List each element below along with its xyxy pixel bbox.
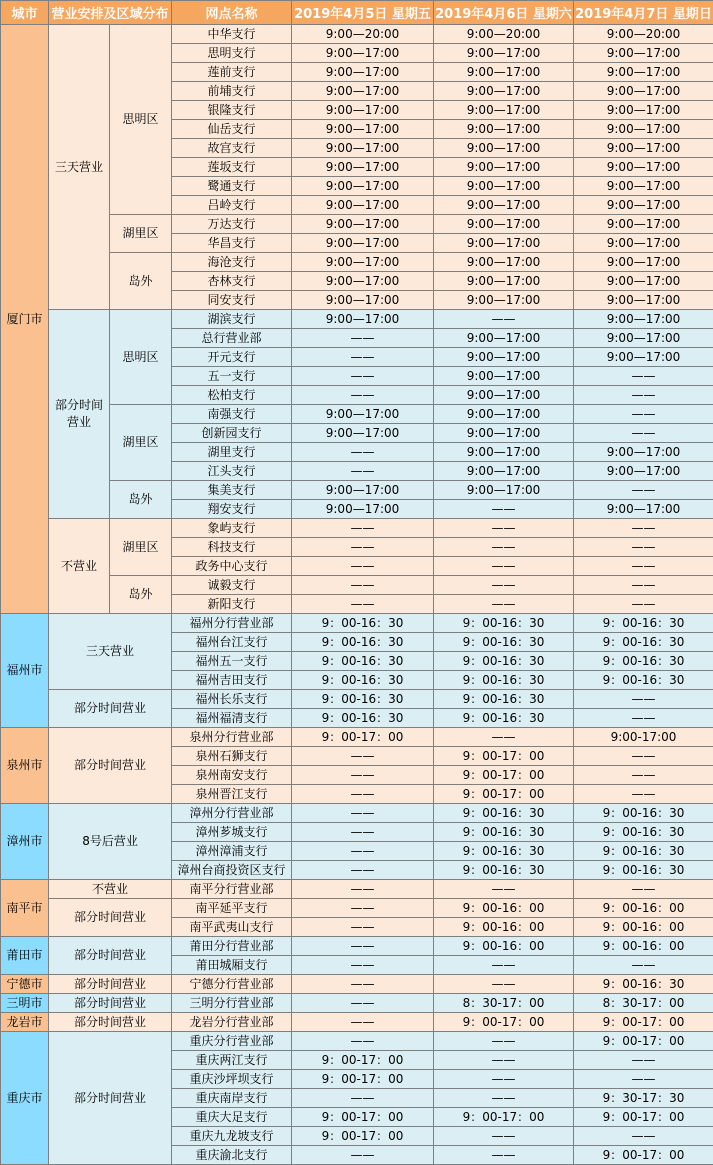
hours-cell-day2: 9:00—17:00: [434, 177, 574, 196]
hours-cell-day3: 9:00—17:00: [574, 348, 713, 367]
hours-cell-day2: 9：00-16：30: [434, 614, 574, 633]
hours-cell-day1: 9：00-16：30: [292, 652, 434, 671]
district-cell: 湖里区: [110, 519, 172, 576]
hours-cell-day1: 9：00-17：00: [292, 1127, 434, 1146]
hours-cell-day1: 9:00—20:00: [292, 25, 434, 44]
hours-cell-day2: ——: [434, 1051, 574, 1070]
branch-name-cell: 松柏支行: [172, 386, 292, 405]
branch-name-cell: 仙岳支行: [172, 120, 292, 139]
hours-cell-day2: 9：00-16：30: [434, 842, 574, 861]
category-cell: 三天营业: [49, 614, 172, 690]
hours-cell-day1: 9：00-17：00: [292, 728, 434, 747]
hours-cell-day1: 9:00—17:00: [292, 196, 434, 215]
hours-cell-day3: 9:00—17:00: [574, 500, 713, 519]
hours-cell-day3: ——: [574, 956, 713, 975]
hours-cell-day2: 9：00-16：30: [434, 861, 574, 880]
header-city: 城市: [1, 1, 49, 25]
hours-cell-day2: 9:00—17:00: [434, 234, 574, 253]
branch-name-cell: 三明分行营业部: [172, 994, 292, 1013]
branch-name-cell: 五一支行: [172, 367, 292, 386]
hours-cell-day1: ——: [292, 899, 434, 918]
branch-name-cell: 莲前支行: [172, 63, 292, 82]
table-row: [1, 728, 713, 747]
hours-cell-day1: ——: [292, 367, 434, 386]
hours-cell-day1: 9:00—17:00: [292, 424, 434, 443]
branch-name-cell: 泉州石狮支行: [172, 747, 292, 766]
category-cell: 部分时间营业: [49, 994, 172, 1013]
branch-name-cell: 福州长乐支行: [172, 690, 292, 709]
hours-cell-day3: 9:00—17:00: [574, 310, 713, 329]
hours-cell-day2: 9：00-16：30: [434, 690, 574, 709]
hours-cell-day3: ——: [574, 367, 713, 386]
branch-name-cell: 重庆分行营业部: [172, 1032, 292, 1051]
hours-cell-day3: ——: [574, 1051, 713, 1070]
hours-cell-day2: 9：00-16：30: [434, 633, 574, 652]
hours-cell-day3: ——: [574, 576, 713, 595]
hours-cell-day3: 9：00-17：00: [574, 1108, 713, 1127]
hours-cell-day2: 9:00—17:00: [434, 139, 574, 158]
hours-cell-day2: 9:00—17:00: [434, 443, 574, 462]
hours-cell-day1: 9:00—17:00: [292, 44, 434, 63]
hours-cell-day1: 9：00-16：30: [292, 671, 434, 690]
hours-cell-day3: 9:00—17:00: [574, 177, 713, 196]
hours-cell-day1: 9:00—17:00: [292, 481, 434, 500]
hours-cell-day2: ——: [434, 1070, 574, 1089]
district-cell: 湖里区: [110, 215, 172, 253]
hours-cell-day3: 9:00—17:00: [574, 329, 713, 348]
branch-name-cell: 泉州分行营业部: [172, 728, 292, 747]
city-cell: 福州市: [1, 614, 49, 728]
hours-cell-day3: 9:00—17:00: [574, 272, 713, 291]
hours-cell-day2: 9：00-17：00: [434, 766, 574, 785]
hours-cell-day3: 9:00-17:00: [574, 728, 713, 747]
hours-cell-day2: 9:00—17:00: [434, 367, 574, 386]
branch-name-cell: 福州五一支行: [172, 652, 292, 671]
city-cell: 龙岩市: [1, 1013, 49, 1032]
hours-cell-day2: 9:00—17:00: [434, 215, 574, 234]
hours-cell-day2: 9:00—17:00: [434, 348, 574, 367]
district-cell: 思明区: [110, 310, 172, 405]
category-cell: 部分时间营业: [49, 1013, 172, 1032]
hours-cell-day1: 9:00—17:00: [292, 291, 434, 310]
hours-cell-day3: 9：00-16：30: [574, 861, 713, 880]
header-arrangement: 营业安排及区域分布: [49, 1, 172, 25]
hours-cell-day1: 9:00—17:00: [292, 101, 434, 120]
hours-cell-day2: 9：00-16：30: [434, 804, 574, 823]
hours-cell-day1: 9:00—17:00: [292, 158, 434, 177]
category-cell: 部分时间营业: [49, 899, 172, 937]
branch-name-cell: 南平武夷山支行: [172, 918, 292, 937]
hours-cell-day3: ——: [574, 405, 713, 424]
hours-cell-day1: ——: [292, 538, 434, 557]
branch-name-cell: 同安支行: [172, 291, 292, 310]
branch-name-cell: 福州台江支行: [172, 633, 292, 652]
hours-cell-day3: 9：00-16：30: [574, 614, 713, 633]
hours-cell-day2: 9:00—17:00: [434, 158, 574, 177]
hours-cell-day3: 9:00—17:00: [574, 253, 713, 272]
hours-cell-day1: 9：00-16：30: [292, 633, 434, 652]
table-row: [1, 25, 713, 44]
hours-cell-day2: 9:00—17:00: [434, 462, 574, 481]
hours-cell-day3: 9:00—17:00: [574, 462, 713, 481]
hours-cell-day2: 9:00—17:00: [434, 82, 574, 101]
hours-cell-day2: 9:00—17:00: [434, 405, 574, 424]
hours-cell-day3: 9：00-17：00: [574, 1013, 713, 1032]
hours-cell-day1: ——: [292, 918, 434, 937]
hours-cell-day3: 9：00-16：30: [574, 671, 713, 690]
hours-cell-day1: ——: [292, 329, 434, 348]
hours-cell-day1: ——: [292, 937, 434, 956]
branch-name-cell: 前埔支行: [172, 82, 292, 101]
hours-cell-day1: 9:00—17:00: [292, 177, 434, 196]
city-cell: 莆田市: [1, 937, 49, 975]
table-row: [1, 975, 713, 994]
hours-cell-day2: 9：00-17：00: [434, 1108, 574, 1127]
hours-cell-day2: ——: [434, 519, 574, 538]
branch-name-cell: 新阳支行: [172, 595, 292, 614]
hours-cell-day1: ——: [292, 1146, 434, 1165]
branch-name-cell: 南平延平支行: [172, 899, 292, 918]
hours-cell-day1: ——: [292, 348, 434, 367]
hours-cell-day1: 9：00-16：30: [292, 690, 434, 709]
table-row: [1, 994, 713, 1013]
hours-cell-day1: 9:00—17:00: [292, 82, 434, 101]
hours-cell-day3: 9:00—17:00: [574, 196, 713, 215]
category-cell: 不营业: [49, 880, 172, 899]
hours-cell-day1: ——: [292, 557, 434, 576]
hours-cell-day2: 9:00—20:00: [434, 25, 574, 44]
table-body: [1, 25, 713, 1165]
branch-name-cell: 银隆支行: [172, 101, 292, 120]
hours-cell-day2: ——: [434, 956, 574, 975]
table-row: [1, 937, 713, 956]
hours-cell-day2: 9:00—17:00: [434, 120, 574, 139]
hours-cell-day1: 9:00—17:00: [292, 215, 434, 234]
branch-name-cell: 重庆两江支行: [172, 1051, 292, 1070]
district-cell: 湖里区: [110, 405, 172, 481]
hours-cell-day3: 9:00—17:00: [574, 215, 713, 234]
category-cell: 部分时间营业: [49, 1032, 172, 1165]
category-cell: 8号后营业: [49, 804, 172, 880]
hours-cell-day2: ——: [434, 595, 574, 614]
branch-name-cell: 鹭通支行: [172, 177, 292, 196]
hours-cell-day2: ——: [434, 538, 574, 557]
hours-cell-day2: 9：00-16：30: [434, 823, 574, 842]
hours-cell-day2: ——: [434, 1146, 574, 1165]
hours-cell-day3: 9:00—17:00: [574, 120, 713, 139]
branch-name-cell: 开元支行: [172, 348, 292, 367]
branch-name-cell: 湖里支行: [172, 443, 292, 462]
city-cell: 漳州市: [1, 804, 49, 880]
hours-cell-day3: 9:00—17:00: [574, 63, 713, 82]
district-cell: 岛外: [110, 576, 172, 614]
branch-name-cell: 重庆南岸支行: [172, 1089, 292, 1108]
hours-cell-day1: ——: [292, 823, 434, 842]
branch-name-cell: 重庆沙坪坝支行: [172, 1070, 292, 1089]
branch-name-cell: 泉州晋江支行: [172, 785, 292, 804]
hours-cell-day2: 9：00-17：00: [434, 747, 574, 766]
table-row: [1, 519, 713, 538]
branch-name-cell: 集美支行: [172, 481, 292, 500]
branch-name-cell: 重庆九龙坡支行: [172, 1127, 292, 1146]
hours-cell-day1: 9:00—17:00: [292, 310, 434, 329]
hours-cell-day3: 9：00-16：30: [574, 823, 713, 842]
hours-cell-day1: ——: [292, 576, 434, 595]
category-cell: 部分时间营业: [49, 975, 172, 994]
hours-cell-day3: ——: [574, 766, 713, 785]
hours-cell-day2: ——: [434, 880, 574, 899]
hours-cell-day1: ——: [292, 804, 434, 823]
hours-cell-day1: ——: [292, 785, 434, 804]
category-cell: 部分时间 营业: [49, 310, 110, 519]
hours-cell-day1: ——: [292, 595, 434, 614]
hours-cell-day3: 9：30-17：30: [574, 1089, 713, 1108]
branch-name-cell: 福州吉田支行: [172, 671, 292, 690]
hours-cell-day1: 9：00-17：00: [292, 1051, 434, 1070]
hours-cell-day1: ——: [292, 861, 434, 880]
hours-cell-day3: 9：00-16：00: [574, 937, 713, 956]
hours-cell-day2: 9：00-17：00: [434, 1013, 574, 1032]
branch-name-cell: 创新园支行: [172, 424, 292, 443]
branch-name-cell: 福州分行营业部: [172, 614, 292, 633]
hours-cell-day2: 9：00-16：00: [434, 899, 574, 918]
branch-name-cell: 科技支行: [172, 538, 292, 557]
hours-cell-day1: ——: [292, 842, 434, 861]
hours-cell-day2: ——: [434, 1089, 574, 1108]
branch-name-cell: 漳州漳浦支行: [172, 842, 292, 861]
branch-name-cell: 南强支行: [172, 405, 292, 424]
category-cell: 三天营业: [49, 25, 110, 310]
branch-name-cell: 莲坂支行: [172, 158, 292, 177]
hours-cell-day2: 9:00—17:00: [434, 481, 574, 500]
hours-cell-day1: 9:00—17:00: [292, 272, 434, 291]
branch-name-cell: 重庆大足支行: [172, 1108, 292, 1127]
header-branch-name: 网点名称: [172, 1, 292, 25]
branch-name-cell: 南平分行营业部: [172, 880, 292, 899]
hours-cell-day1: 9：00-16：30: [292, 709, 434, 728]
category-cell: 部分时间营业: [49, 690, 172, 728]
branch-name-cell: 象屿支行: [172, 519, 292, 538]
branch-name-cell: 总行营业部: [172, 329, 292, 348]
hours-cell-day3: 9:00—17:00: [574, 139, 713, 158]
hours-cell-day3: 9:00—17:00: [574, 158, 713, 177]
branch-name-cell: 思明支行: [172, 44, 292, 63]
table-row: [1, 880, 713, 899]
hours-cell-day3: ——: [574, 481, 713, 500]
hours-cell-day3: 9：00-16：30: [574, 842, 713, 861]
hours-cell-day2: 9:00—17:00: [434, 386, 574, 405]
hours-cell-day2: ——: [434, 576, 574, 595]
hours-cell-day3: ——: [574, 880, 713, 899]
table-row: [1, 310, 713, 329]
hours-cell-day1: 9:00—17:00: [292, 234, 434, 253]
category-cell: 部分时间营业: [49, 937, 172, 975]
hours-cell-day2: 9:00—17:00: [434, 291, 574, 310]
city-cell: 厦门市: [1, 25, 49, 614]
table-row: [1, 1013, 713, 1032]
hours-cell-day3: 9:00—17:00: [574, 291, 713, 310]
header-date-2: 2019年4月6日 星期六: [434, 1, 574, 25]
hours-cell-day2: 9：00-16：30: [434, 709, 574, 728]
hours-cell-day1: ——: [292, 975, 434, 994]
branch-name-cell: 莆田城厢支行: [172, 956, 292, 975]
branch-name-cell: 福州福清支行: [172, 709, 292, 728]
city-cell: 泉州市: [1, 728, 49, 804]
hours-cell-day3: ——: [574, 595, 713, 614]
hours-cell-day1: 9：00-17：00: [292, 1070, 434, 1089]
hours-cell-day2: 9:00—17:00: [434, 44, 574, 63]
branch-name-cell: 诚毅支行: [172, 576, 292, 595]
branch-name-cell: 海沧支行: [172, 253, 292, 272]
hours-cell-day2: ——: [434, 1127, 574, 1146]
hours-cell-day3: ——: [574, 538, 713, 557]
branch-name-cell: 吕岭支行: [172, 196, 292, 215]
branch-name-cell: 万达支行: [172, 215, 292, 234]
table-row: [1, 614, 713, 633]
category-cell: 不营业: [49, 519, 110, 614]
hours-cell-day3: 9：00-17：00: [574, 1146, 713, 1165]
branch-name-cell: 翔安支行: [172, 500, 292, 519]
hours-cell-day3: ——: [574, 424, 713, 443]
branch-name-cell: 泉州南安支行: [172, 766, 292, 785]
hours-cell-day1: ——: [292, 462, 434, 481]
branch-name-cell: 华昌支行: [172, 234, 292, 253]
hours-cell-day3: 9:00—17:00: [574, 82, 713, 101]
hours-cell-day2: 9：00-16：30: [434, 652, 574, 671]
hours-cell-day3: 9:00—17:00: [574, 443, 713, 462]
hours-cell-day1: 9:00—17:00: [292, 139, 434, 158]
hours-cell-day1: ——: [292, 766, 434, 785]
hours-cell-day1: ——: [292, 443, 434, 462]
hours-cell-day3: 9：00-16：30: [574, 652, 713, 671]
hours-cell-day2: ——: [434, 1032, 574, 1051]
hours-cell-day2: 9:00—17:00: [434, 63, 574, 82]
table-row: [1, 690, 713, 709]
hours-cell-day1: ——: [292, 880, 434, 899]
hours-cell-day2: ——: [434, 500, 574, 519]
branch-name-cell: 漳州分行营业部: [172, 804, 292, 823]
hours-cell-day3: 9:00—17:00: [574, 234, 713, 253]
hours-cell-day1: 9:00—17:00: [292, 405, 434, 424]
hours-cell-day1: ——: [292, 1032, 434, 1051]
hours-cell-day1: ——: [292, 386, 434, 405]
hours-cell-day3: ——: [574, 519, 713, 538]
hours-cell-day2: 9:00—17:00: [434, 272, 574, 291]
branch-name-cell: 政务中心支行: [172, 557, 292, 576]
hours-cell-day3: ——: [574, 785, 713, 804]
city-cell: 重庆市: [1, 1032, 49, 1165]
hours-cell-day2: ——: [434, 557, 574, 576]
branch-name-cell: 漳州台商投资区支行: [172, 861, 292, 880]
district-cell: 岛外: [110, 253, 172, 310]
hours-cell-day2: 9：00-16：00: [434, 918, 574, 937]
hours-cell-day3: 8：30-17：00: [574, 994, 713, 1013]
hours-cell-day3: 9:00—20:00: [574, 25, 713, 44]
hours-cell-day1: 9:00—17:00: [292, 63, 434, 82]
hours-cell-day1: ——: [292, 956, 434, 975]
hours-cell-day2: 8：30-17：00: [434, 994, 574, 1013]
branch-name-cell: 故宫支行: [172, 139, 292, 158]
branch-name-cell: 中华支行: [172, 25, 292, 44]
hours-cell-day1: 9:00—17:00: [292, 120, 434, 139]
city-cell: 南平市: [1, 880, 49, 937]
hours-cell-day3: ——: [574, 1070, 713, 1089]
hours-cell-day1: ——: [292, 747, 434, 766]
city-cell: 宁德市: [1, 975, 49, 994]
hours-cell-day3: ——: [574, 690, 713, 709]
hours-cell-day3: ——: [574, 557, 713, 576]
hours-cell-day3: 9：00-16：00: [574, 918, 713, 937]
hours-cell-day1: 9：00-17：00: [292, 1108, 434, 1127]
hours-cell-day3: 9:00—17:00: [574, 44, 713, 63]
branch-name-cell: 宁德分行营业部: [172, 975, 292, 994]
table-row: [1, 804, 713, 823]
hours-cell-day3: ——: [574, 1127, 713, 1146]
table-row: [1, 1032, 713, 1051]
hours-cell-day3: ——: [574, 709, 713, 728]
category-cell: 部分时间营业: [49, 728, 172, 804]
header-date-3: 2019年4月7日 星期日: [574, 1, 713, 25]
hours-cell-day2: 9：00-16：30: [434, 671, 574, 690]
hours-cell-day3: 9：00-16：00: [574, 899, 713, 918]
branch-name-cell: 江头支行: [172, 462, 292, 481]
table-row: [1, 899, 713, 918]
hours-cell-day3: 9:00—17:00: [574, 101, 713, 120]
hours-cell-day3: 9：00-16：30: [574, 633, 713, 652]
hours-cell-day2: ——: [434, 310, 574, 329]
hours-cell-day1: ——: [292, 994, 434, 1013]
hours-cell-day2: 9：00-17：00: [434, 785, 574, 804]
city-cell: 三明市: [1, 994, 49, 1013]
district-cell: 思明区: [110, 25, 172, 215]
hours-cell-day1: 9:00—17:00: [292, 500, 434, 519]
branch-name-cell: 湖滨支行: [172, 310, 292, 329]
hours-cell-day2: 9：00-16：00: [434, 937, 574, 956]
hours-cell-day2: 9:00—17:00: [434, 196, 574, 215]
district-cell: 岛外: [110, 481, 172, 519]
hours-cell-day2: ——: [434, 728, 574, 747]
hours-cell-day1: 9：00-16：30: [292, 614, 434, 633]
branch-name-cell: 漳州芗城支行: [172, 823, 292, 842]
hours-cell-day3: 9：00-16：30: [574, 975, 713, 994]
hours-cell-day3: ——: [574, 386, 713, 405]
hours-cell-day1: ——: [292, 519, 434, 538]
hours-cell-day3: 9：00-17：00: [574, 1032, 713, 1051]
header-row: [1, 1, 713, 25]
hours-cell-day2: 9:00—17:00: [434, 101, 574, 120]
hours-cell-day2: ——: [434, 975, 574, 994]
hours-cell-day1: 9:00—17:00: [292, 253, 434, 272]
hours-cell-day3: ——: [574, 747, 713, 766]
hours-cell-day2: 9:00—17:00: [434, 329, 574, 348]
branch-name-cell: 重庆渝北支行: [172, 1146, 292, 1165]
branch-name-cell: 杏林支行: [172, 272, 292, 291]
branch-name-cell: 莆田分行营业部: [172, 937, 292, 956]
hours-cell-day2: 9:00—17:00: [434, 424, 574, 443]
hours-cell-day3: 9：00-16：30: [574, 804, 713, 823]
hours-cell-day1: ——: [292, 1089, 434, 1108]
hours-cell-day2: 9:00—17:00: [434, 253, 574, 272]
branch-name-cell: 龙岩分行营业部: [172, 1013, 292, 1032]
hours-cell-day1: ——: [292, 1013, 434, 1032]
header-date-1: 2019年4月5日 星期五: [292, 1, 434, 25]
